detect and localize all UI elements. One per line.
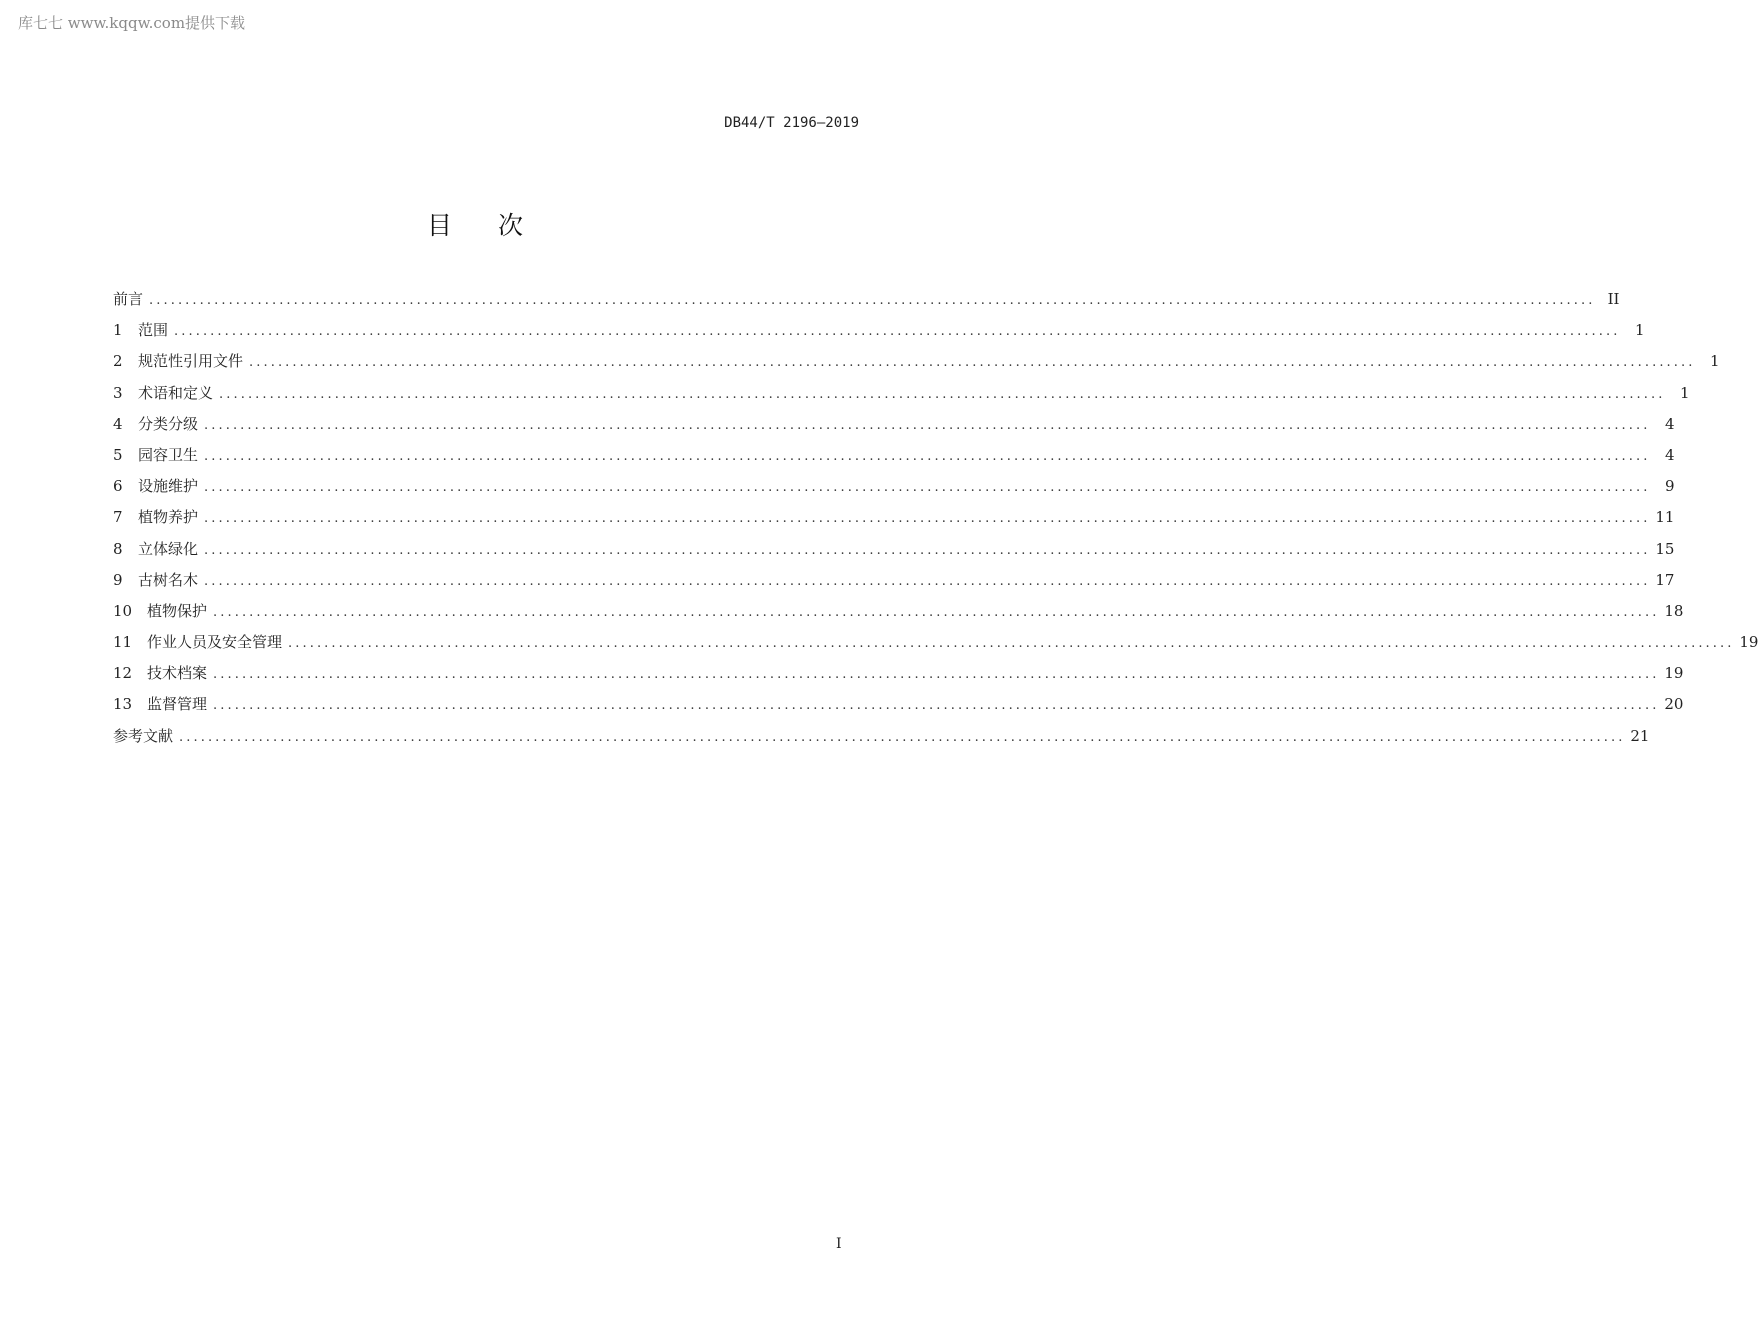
toc-entry-number: 9 [113, 570, 123, 589]
toc-dot-leader: ........................................................................................................................................................................................................ [149, 293, 1596, 308]
toc-entry-page: 20 [1664, 695, 1684, 714]
toc-entry-page: II [1607, 290, 1620, 308]
toc-entry-number: 2 [113, 352, 123, 371]
toc-entry-label: 范围 [138, 321, 169, 340]
toc-entry[interactable] [113, 535, 1675, 566]
toc-entry-page: 4 [1664, 445, 1675, 464]
toc-entry[interactable] [113, 347, 1720, 378]
toc-entry-number: 5 [113, 445, 123, 464]
toc-entry-page: 1 [1634, 321, 1645, 340]
toc-dot-leader: ........................................................................................................................................................................................................ [204, 542, 1651, 558]
toc-entry[interactable] [113, 472, 1675, 503]
toc-entry-page: 15 [1655, 539, 1675, 558]
toc-entry-number: 12 [113, 664, 133, 683]
toc-entry-label: 术语和定义 [138, 383, 214, 402]
toc-entry[interactable] [113, 316, 1645, 347]
toc-entry-number: 4 [113, 414, 123, 433]
toc-entry-label: 立体绿化 [138, 539, 199, 558]
toc-entry-page: 21 [1630, 726, 1650, 745]
toc-entry[interactable] [113, 566, 1675, 597]
toc-dot-leader: ........................................................................................................................................................................................................ [174, 324, 1621, 340]
toc-dot-leader: ........................................................................................................................................................................................................ [213, 698, 1660, 714]
toc-dot-leader: ........................................................................................................................................................................................................ [213, 604, 1660, 620]
toc-entry-page: 11 [1655, 508, 1675, 527]
toc-entry-number: 6 [113, 477, 123, 496]
toc-entry-label: 监督管理 [147, 695, 208, 714]
toc-entry[interactable] [113, 441, 1675, 472]
toc-dot-leader: ........................................................................................................................................................................................................ [204, 511, 1651, 527]
toc-entry-label: 园容卫生 [138, 445, 199, 464]
table-of-contents [113, 285, 1758, 753]
toc-entry-label: 作业人员及安全管理 [147, 633, 283, 652]
toc-dot-leader: ........................................................................................................................................................................................................ [249, 355, 1696, 371]
toc-entry-page: 9 [1664, 477, 1675, 496]
toc-entry-page: 19 [1739, 633, 1758, 652]
toc-entry-label: 技术档案 [147, 664, 208, 683]
toc-entry[interactable] [113, 285, 1620, 316]
toc-entry-number: 11 [113, 633, 133, 652]
toc-entry[interactable] [113, 379, 1690, 410]
toc-dot-leader: ........................................................................................................................................................................................................ [213, 667, 1660, 683]
toc-entry-label: 分类分级 [138, 414, 199, 433]
toc-entry-number: 10 [113, 601, 133, 620]
document-code: DB44/T 2196—2019 [724, 115, 859, 131]
toc-entry[interactable] [113, 659, 1684, 690]
toc-entry-page: 19 [1664, 664, 1684, 683]
toc-entry-number: 7 [113, 508, 123, 527]
toc-entry[interactable] [113, 503, 1675, 534]
toc-entry[interactable] [113, 628, 1758, 659]
toc-dot-leader: ........................................................................................................................................................................................................ [204, 417, 1651, 433]
toc-dot-leader: ........................................................................................................................................................................................................ [219, 386, 1666, 402]
toc-entry[interactable] [113, 597, 1684, 628]
toc-dot-leader: ........................................................................................................................................................................................................ [204, 573, 1651, 589]
toc-entry-number: 8 [113, 539, 123, 558]
toc-entry-number: 13 [113, 695, 133, 714]
toc-entry-page: 1 [1709, 352, 1720, 371]
toc-entry-page: 1 [1679, 383, 1690, 402]
toc-entry-label: 植物保护 [147, 601, 208, 620]
toc-entry-label: 前言 [113, 290, 144, 308]
toc-dot-leader: ........................................................................................................................................................................................................ [204, 480, 1651, 496]
toc-dot-leader: ........................................................................................................................................................................................................ [204, 448, 1651, 464]
toc-dot-leader: ........................................................................................................................................................................................................ [179, 729, 1626, 745]
toc-dot-leader: ........................................................................................................................................................................................................ [288, 636, 1735, 652]
toc-entry-label: 设施维护 [138, 477, 199, 496]
toc-entry-label: 规范性引用文件 [138, 352, 244, 371]
toc-title: 目次 [426, 211, 569, 240]
toc-entry-page: 18 [1664, 601, 1684, 620]
toc-entry-number: 1 [113, 321, 123, 340]
toc-entry-label: 参考文献 [113, 726, 174, 745]
toc-entry-page: 4 [1664, 414, 1675, 433]
toc-entry-number: 3 [113, 383, 123, 402]
toc-entry-page: 17 [1655, 570, 1675, 589]
toc-entry-label: 植物养护 [138, 508, 199, 527]
toc-entry-label: 古树名木 [138, 570, 199, 589]
watermark-text: 库七七 www.kqqw.com提供下载 [18, 14, 246, 32]
toc-entry[interactable] [113, 690, 1684, 721]
toc-entry[interactable] [113, 722, 1650, 753]
toc-entry[interactable] [113, 410, 1675, 441]
page-number: I [836, 1236, 842, 1252]
